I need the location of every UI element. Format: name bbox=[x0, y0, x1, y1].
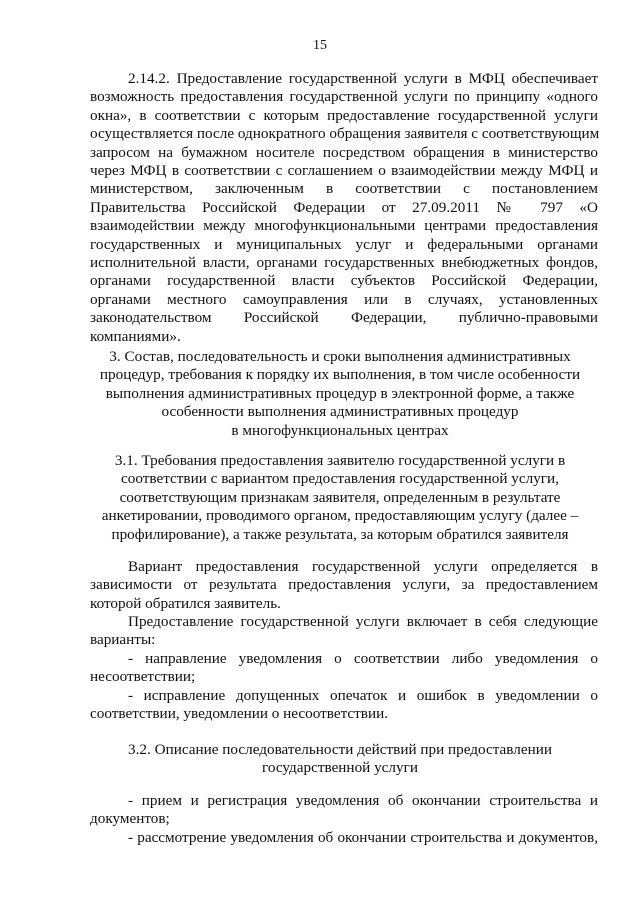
text-line: государственных и муниципальных услуг и федеральными органами bbox=[90, 235, 598, 253]
text-line: компаниями». bbox=[90, 327, 181, 345]
text-line: окна», в соответствии с которым предоставление государственной услуги bbox=[90, 106, 598, 124]
procedure-step-2 bbox=[90, 829, 598, 847]
section-3-heading bbox=[80, 348, 600, 440]
heading-line: анкетировании, проводимого органом, предоставляющим услугу (далее – bbox=[101, 507, 579, 525]
heading-line: 3.1. Требования предоставления заявителю государственной услуги в bbox=[114, 452, 566, 469]
heading-line: в многофункциональных центрах bbox=[231, 421, 449, 439]
text-line: министерством, заключенным в соответствии с постановлением bbox=[90, 180, 598, 198]
text-line: 2.14.2. Предоставление государственной услуги в МФЦ обеспечивает bbox=[128, 70, 598, 87]
text-line: документов; bbox=[90, 810, 170, 828]
heading-line: профилирование), а также результата, за которым обратился заявителя bbox=[111, 525, 569, 543]
text-line: запросом на бумажном носителе посредством обращения в министерство bbox=[90, 143, 598, 161]
text-line: взаимодействии между многофункциональными центрами предоставления bbox=[90, 217, 598, 235]
variant-item-2 bbox=[90, 687, 598, 724]
variant-item-1 bbox=[90, 650, 598, 687]
paragraph-variant bbox=[90, 558, 598, 613]
heading-line: процедур, требования к порядку их выполнения, в том числе особенности bbox=[99, 366, 581, 384]
heading-line: 3.2. Описание последовательности действий при предоставлении bbox=[128, 741, 552, 758]
text-line: - прием и регистрация уведомления об окончании строительства и bbox=[128, 792, 598, 809]
text-line: - направление уведомления о соответствии либо уведомления о bbox=[128, 650, 598, 667]
text-line: исполнительной власти, органами государственных внебюджетных фондов, bbox=[90, 254, 598, 272]
text-line: осуществляется после однократного обращения заявителя с соответствующим bbox=[90, 125, 600, 143]
heading-line: особенности выполнения административных процедур bbox=[161, 403, 519, 421]
text-line: Вариант предоставления государственной услуги определяется в bbox=[128, 558, 598, 575]
text-line: через МФЦ в соответствии с соглашением о взаимодействии между МФЦ и bbox=[90, 162, 598, 180]
text-line: органами местного самоуправления или в случаях, установленных bbox=[90, 290, 598, 308]
text-line: - рассмотрение уведомления об окончании строительства и документов, bbox=[128, 829, 598, 846]
heading-line: выполнения административных процедур в электронной форме, а также bbox=[105, 384, 575, 402]
text-line: законодательством Российской Федерации, публично-правовыми bbox=[90, 309, 598, 327]
paragraph-includes bbox=[90, 613, 598, 650]
heading-line: соответствии с вариантом предоставления государственной услуги, bbox=[121, 470, 559, 488]
text-line: зависимости от результата предоставления услуги, за предоставлением bbox=[90, 576, 598, 594]
text-line: варианты: bbox=[90, 631, 156, 649]
text-line: которой обратился заявитель. bbox=[90, 594, 281, 612]
heading-line: 3. Состав, последовательность и сроки выполнения административных bbox=[109, 348, 571, 365]
text-line: Предоставление государственной услуги включает в себя следующие bbox=[128, 613, 598, 630]
procedure-step-1 bbox=[90, 792, 598, 829]
text-line: Правительства Российской Федерации от 27.09.2011 № 797 «О bbox=[90, 198, 598, 216]
text-line: соответствии, уведомлении о несоответствии. bbox=[90, 705, 389, 723]
text-line: органами государственной власти субъектов Российской Федерации, bbox=[90, 272, 598, 290]
page-number: 15 bbox=[313, 38, 327, 53]
section-3-2-heading bbox=[80, 741, 600, 778]
heading-line: соответствующим признакам заявителя, определенным в результате bbox=[119, 488, 561, 506]
text-line: - исправление допущенных опечаток и ошибок в уведомлении о bbox=[128, 687, 598, 704]
text-line: несоответствии; bbox=[90, 668, 196, 686]
paragraph-2-14-2 bbox=[90, 70, 598, 346]
text-line: возможность предоставления государственной услуги по принципу «одного bbox=[90, 88, 598, 106]
heading-line: государственной услуги bbox=[262, 759, 418, 777]
section-3-1-heading bbox=[80, 452, 600, 544]
